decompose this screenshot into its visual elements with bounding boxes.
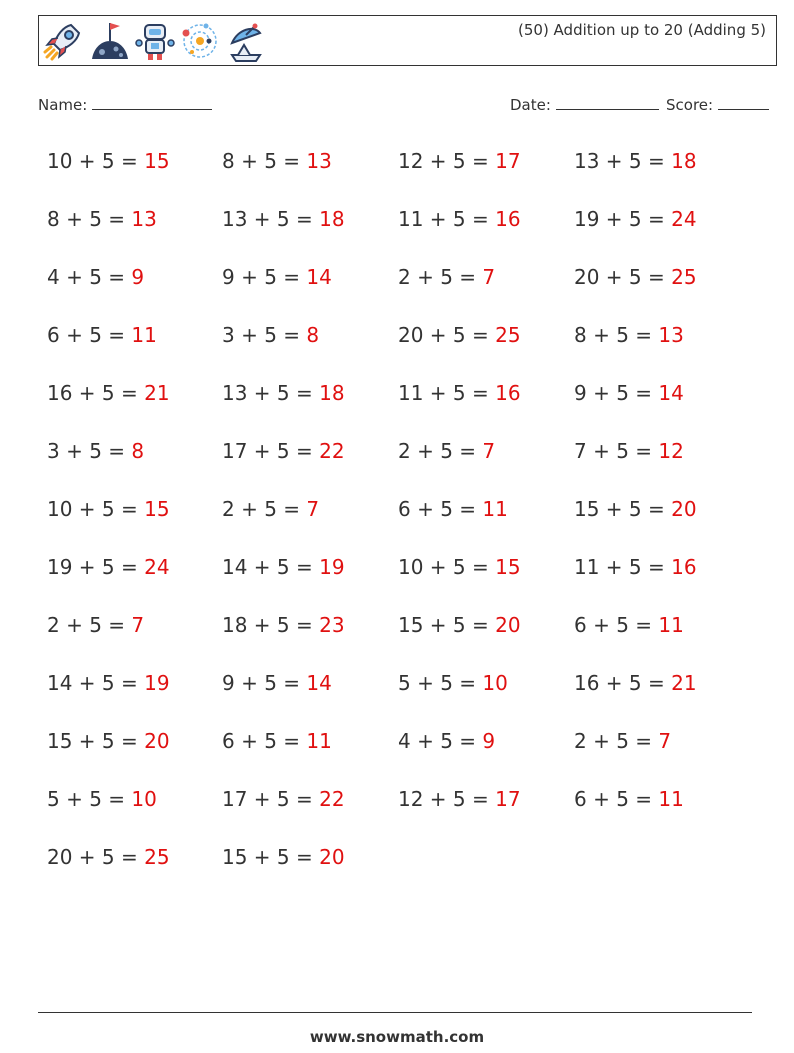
problem-item xyxy=(47,379,170,407)
problem-item xyxy=(574,437,684,465)
problem-item xyxy=(47,263,144,291)
problem-item xyxy=(398,263,495,291)
problem-expression: 6 + 5 = xyxy=(222,729,301,753)
problem-answer: 25 xyxy=(144,845,170,869)
name-blank[interactable] xyxy=(92,93,212,110)
problem-item xyxy=(222,727,332,755)
satellite-dish-icon xyxy=(224,19,268,63)
problem-item xyxy=(47,611,144,639)
problem-item xyxy=(574,727,671,755)
problem-item xyxy=(398,205,521,233)
worksheet-header xyxy=(38,15,777,66)
problem-item xyxy=(47,669,170,697)
problem-answer: 22 xyxy=(319,439,345,463)
problem-item xyxy=(398,727,495,755)
problem-expression: 9 + 5 = xyxy=(222,265,301,289)
problem-expression: 8 + 5 = xyxy=(574,323,653,347)
problem-answer: 8 xyxy=(306,323,320,347)
problem-answer: 19 xyxy=(319,555,345,579)
problem-expression: 18 + 5 = xyxy=(222,613,313,637)
problem-item xyxy=(222,437,345,465)
problem-expression: 12 + 5 = xyxy=(398,149,489,173)
problem-expression: 20 + 5 = xyxy=(574,265,665,289)
problem-answer: 20 xyxy=(319,845,345,869)
problem-item xyxy=(222,147,332,175)
problem-answer: 18 xyxy=(671,149,697,173)
problem-expression: 11 + 5 = xyxy=(398,207,489,231)
problem-answer: 25 xyxy=(495,323,521,347)
problem-answer: 13 xyxy=(131,207,157,231)
problem-item xyxy=(222,553,345,581)
problem-item xyxy=(574,785,684,813)
problem-expression: 4 + 5 = xyxy=(47,265,126,289)
problem-answer: 11 xyxy=(658,787,684,811)
problem-answer: 7 xyxy=(482,265,496,289)
date-field xyxy=(510,93,659,114)
footer-url: www.snowmath.com xyxy=(309,1028,485,1046)
problem-answer: 10 xyxy=(482,671,508,695)
problem-item xyxy=(398,437,495,465)
score-blank[interactable] xyxy=(718,93,769,110)
problem-item xyxy=(47,843,170,871)
problem-answer: 7 xyxy=(482,439,496,463)
problem-expression: 17 + 5 = xyxy=(222,439,313,463)
problem-item xyxy=(398,495,508,523)
problem-answer: 21 xyxy=(671,671,697,695)
problem-answer: 14 xyxy=(658,381,684,405)
problem-expression: 14 + 5 = xyxy=(222,555,313,579)
problem-answer: 7 xyxy=(131,613,145,637)
problem-item xyxy=(222,785,345,813)
problem-item xyxy=(398,611,521,639)
problem-answer: 20 xyxy=(144,729,170,753)
problem-answer: 24 xyxy=(671,207,697,231)
problem-item xyxy=(222,843,345,871)
problem-answer: 15 xyxy=(144,149,170,173)
problem-answer: 18 xyxy=(319,381,345,405)
problem-expression: 2 + 5 = xyxy=(398,265,477,289)
problem-item xyxy=(47,553,170,581)
problem-expression: 3 + 5 = xyxy=(222,323,301,347)
problem-answer: 7 xyxy=(306,497,320,521)
problem-item xyxy=(222,205,345,233)
problem-item xyxy=(574,611,684,639)
score-label: Score: xyxy=(666,96,714,114)
problem-expression: 6 + 5 = xyxy=(47,323,126,347)
problem-item xyxy=(398,321,521,349)
problem-answer: 13 xyxy=(306,149,332,173)
problem-item xyxy=(574,553,697,581)
problem-answer: 20 xyxy=(495,613,521,637)
footer-divider xyxy=(38,1012,752,1013)
problem-answer: 11 xyxy=(482,497,508,521)
worksheet-title: (50) Addition up to 20 (Adding 5) xyxy=(518,21,766,39)
problem-item xyxy=(574,379,684,407)
problem-expression: 15 + 5 = xyxy=(47,729,138,753)
problem-answer: 9 xyxy=(131,265,145,289)
problem-expression: 7 + 5 = xyxy=(574,439,653,463)
solar-system-icon xyxy=(178,19,222,63)
problem-expression: 6 + 5 = xyxy=(574,613,653,637)
problem-expression: 16 + 5 = xyxy=(574,671,665,695)
problem-answer: 10 xyxy=(131,787,157,811)
problem-expression: 11 + 5 = xyxy=(574,555,665,579)
problem-expression: 19 + 5 = xyxy=(574,207,665,231)
problem-item xyxy=(398,669,508,697)
problem-expression: 6 + 5 = xyxy=(574,787,653,811)
problem-answer: 18 xyxy=(319,207,345,231)
problem-expression: 11 + 5 = xyxy=(398,381,489,405)
problem-item xyxy=(47,437,144,465)
problem-answer: 17 xyxy=(495,149,521,173)
problem-answer: 23 xyxy=(319,613,345,637)
problem-item xyxy=(398,147,521,175)
problem-expression: 12 + 5 = xyxy=(398,787,489,811)
problem-expression: 8 + 5 = xyxy=(47,207,126,231)
problem-expression: 10 + 5 = xyxy=(47,149,138,173)
problem-expression: 20 + 5 = xyxy=(398,323,489,347)
problem-answer: 12 xyxy=(658,439,684,463)
problem-answer: 19 xyxy=(144,671,170,695)
problem-answer: 16 xyxy=(495,381,521,405)
problem-expression: 9 + 5 = xyxy=(222,671,301,695)
problem-item xyxy=(47,205,157,233)
problem-expression: 5 + 5 = xyxy=(47,787,126,811)
problem-item xyxy=(47,727,170,755)
problem-expression: 2 + 5 = xyxy=(47,613,126,637)
rocket-icon xyxy=(41,19,85,63)
moon-flag-icon xyxy=(88,19,132,63)
problem-answer: 16 xyxy=(495,207,521,231)
problem-expression: 20 + 5 = xyxy=(47,845,138,869)
problem-item xyxy=(222,495,319,523)
problem-answer: 22 xyxy=(319,787,345,811)
problem-expression: 15 + 5 = xyxy=(574,497,665,521)
problem-item xyxy=(222,379,345,407)
problem-item xyxy=(574,495,697,523)
problem-expression: 10 + 5 = xyxy=(47,497,138,521)
problem-expression: 2 + 5 = xyxy=(574,729,653,753)
problem-expression: 17 + 5 = xyxy=(222,787,313,811)
problem-expression: 10 + 5 = xyxy=(398,555,489,579)
problem-expression: 2 + 5 = xyxy=(222,497,301,521)
problem-item xyxy=(574,321,684,349)
problem-item xyxy=(574,205,697,233)
score-field xyxy=(666,93,769,114)
problem-item xyxy=(222,611,345,639)
problem-answer: 17 xyxy=(495,787,521,811)
problem-answer: 16 xyxy=(671,555,697,579)
robot-icon xyxy=(133,19,177,63)
problem-expression: 13 + 5 = xyxy=(574,149,665,173)
problem-expression: 19 + 5 = xyxy=(47,555,138,579)
name-field xyxy=(38,93,212,114)
problem-item xyxy=(398,379,521,407)
problem-answer: 20 xyxy=(671,497,697,521)
problem-expression: 3 + 5 = xyxy=(47,439,126,463)
problem-answer: 25 xyxy=(671,265,697,289)
problem-item xyxy=(574,263,697,291)
problem-expression: 9 + 5 = xyxy=(574,381,653,405)
problem-item xyxy=(398,785,521,813)
problem-expression: 6 + 5 = xyxy=(398,497,477,521)
problem-item xyxy=(222,669,332,697)
problem-answer: 24 xyxy=(144,555,170,579)
problem-answer: 15 xyxy=(144,497,170,521)
problem-item xyxy=(222,321,319,349)
name-label: Name: xyxy=(38,96,88,114)
problem-item xyxy=(574,669,697,697)
problem-answer: 11 xyxy=(658,613,684,637)
problem-item xyxy=(47,321,157,349)
problem-expression: 16 + 5 = xyxy=(47,381,138,405)
problem-answer: 15 xyxy=(495,555,521,579)
problem-answer: 7 xyxy=(658,729,672,753)
problem-answer: 11 xyxy=(131,323,157,347)
date-blank[interactable] xyxy=(556,93,659,110)
problem-item xyxy=(398,553,521,581)
problem-answer: 11 xyxy=(306,729,332,753)
problem-expression: 15 + 5 = xyxy=(222,845,313,869)
problem-expression: 5 + 5 = xyxy=(398,671,477,695)
date-label: Date: xyxy=(510,96,551,114)
problem-expression: 14 + 5 = xyxy=(47,671,138,695)
problem-expression: 2 + 5 = xyxy=(398,439,477,463)
problem-expression: 13 + 5 = xyxy=(222,381,313,405)
problem-answer: 14 xyxy=(306,265,332,289)
problem-item xyxy=(47,495,170,523)
problem-answer: 21 xyxy=(144,381,170,405)
problem-answer: 13 xyxy=(658,323,684,347)
problem-item xyxy=(574,147,697,175)
problem-answer: 9 xyxy=(482,729,496,753)
problem-expression: 8 + 5 = xyxy=(222,149,301,173)
problem-answer: 14 xyxy=(306,671,332,695)
problem-item xyxy=(47,147,170,175)
problem-expression: 13 + 5 = xyxy=(222,207,313,231)
problem-item xyxy=(222,263,332,291)
problem-expression: 15 + 5 = xyxy=(398,613,489,637)
problem-expression: 4 + 5 = xyxy=(398,729,477,753)
problem-answer: 8 xyxy=(131,439,145,463)
problem-item xyxy=(47,785,157,813)
